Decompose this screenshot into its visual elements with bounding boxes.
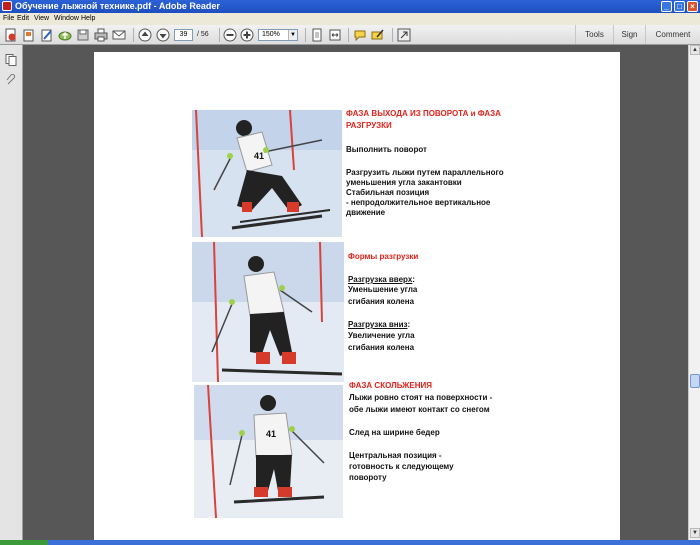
- gliding-phase-line: След на ширине бедер: [349, 428, 440, 437]
- fit-page-icon[interactable]: [310, 28, 324, 42]
- menu-window[interactable]: Window: [54, 15, 79, 22]
- bib-number: 41: [254, 151, 265, 161]
- exit-phase-line: - непродолжительное вертикальное: [346, 198, 491, 207]
- skier-photo-exit-phase: [192, 110, 342, 237]
- menu-bar: [0, 13, 700, 25]
- unweighting-forms-title: Формы разгрузки: [348, 252, 419, 261]
- taskbar-strip: [0, 540, 700, 545]
- unweighting-up-line: сгибания колена: [348, 297, 415, 306]
- comment-icon[interactable]: [353, 28, 367, 42]
- toolbar-divider: [133, 28, 134, 42]
- exit-phase-title-line1: ФАЗА ВЫХОДА ИЗ ПОВОРОТА и ФАЗА: [346, 109, 501, 118]
- skier-photo-unweighting: [192, 242, 344, 382]
- create-pdf-icon[interactable]: [4, 28, 18, 42]
- zoom-in-icon[interactable]: [240, 28, 254, 42]
- zoom-out-icon[interactable]: [223, 28, 237, 42]
- gliding-phase-title: ФАЗА СКОЛЬЖЕНИЯ: [349, 381, 433, 390]
- toolbar: [0, 25, 700, 45]
- navigation-pane: [0, 45, 23, 540]
- email-icon[interactable]: [112, 28, 126, 42]
- tools-button[interactable]: Tools: [575, 25, 613, 44]
- unweighting-down-heading: Разгрузка вниз:: [348, 320, 411, 329]
- toolbar-divider: [305, 28, 306, 42]
- exit-phase-line: движение: [346, 208, 386, 217]
- exit-phase-line: Выполнить поворот: [346, 145, 427, 154]
- scroll-up-button[interactable]: ▲: [690, 45, 700, 55]
- next-page-icon[interactable]: [156, 28, 170, 42]
- window-title: Обучение лыжной технике.pdf - Adobe Reader: [15, 1, 220, 11]
- title-bar: [0, 0, 700, 13]
- skier-photo-gliding: [194, 385, 343, 518]
- unweighting-up-heading: Разгрузка вверх:: [348, 275, 415, 284]
- gliding-phase-line: готовность к следующему: [349, 462, 454, 471]
- gliding-phase-line: обе лыжи имеют контакт со снегом: [349, 405, 490, 414]
- pdf-page: [94, 52, 620, 540]
- gliding-phase-line: Лыжи ровно стоят на поверхности -: [349, 393, 493, 402]
- menu-view[interactable]: View: [34, 15, 50, 22]
- exit-phase-line: Стабильная позиция: [346, 188, 430, 197]
- vertical-scrollbar[interactable]: [688, 45, 700, 540]
- scroll-down-button[interactable]: ▼: [690, 528, 700, 538]
- page-number-input[interactable]: 39: [174, 29, 193, 41]
- toolbar-divider: [219, 28, 220, 42]
- minimize-button[interactable]: _: [661, 1, 672, 12]
- fit-width-icon[interactable]: [328, 28, 342, 42]
- page-total: / 56: [197, 31, 209, 38]
- menu-help[interactable]: Help: [81, 15, 96, 22]
- document-view[interactable]: [23, 45, 688, 540]
- pages-icon[interactable]: [5, 53, 17, 65]
- highlight-icon[interactable]: [371, 28, 385, 42]
- attachment-icon[interactable]: [5, 73, 17, 85]
- exit-phase-line: уменьшения угла закантовки: [346, 178, 462, 187]
- menu-file[interactable]: File: [3, 15, 15, 22]
- unweighting-down-line: сгибания колена: [348, 343, 415, 352]
- print-icon[interactable]: [94, 28, 108, 42]
- exit-phase-title-line2: РАЗГРУЗКИ: [346, 121, 392, 130]
- gliding-phase-line: Центральная позиция -: [349, 451, 442, 460]
- toolbar-divider: [392, 28, 393, 42]
- maximize-button[interactable]: □: [674, 1, 685, 12]
- adobe-reader-icon: [2, 1, 12, 11]
- expand-icon[interactable]: [397, 28, 411, 42]
- save-icon[interactable]: [76, 28, 90, 42]
- edit-icon[interactable]: [40, 28, 54, 42]
- start-button[interactable]: [0, 540, 48, 545]
- zoom-value: 150%: [262, 31, 280, 38]
- bib-number: 41: [266, 429, 277, 439]
- sign-button[interactable]: Sign: [613, 25, 645, 44]
- cloud-upload-icon[interactable]: [58, 28, 72, 42]
- close-button[interactable]: ×: [687, 1, 698, 12]
- comment-button[interactable]: Comment: [645, 25, 700, 44]
- zoom-select[interactable]: [258, 29, 298, 41]
- scroll-thumb[interactable]: [690, 374, 700, 388]
- menu-edit[interactable]: Edit: [17, 15, 30, 22]
- chevron-down-icon[interactable]: ▼: [288, 30, 297, 40]
- open-file-icon[interactable]: [22, 28, 36, 42]
- unweighting-up-line: Уменьшение угла: [348, 285, 418, 294]
- unweighting-down-line: Увеличение угла: [348, 331, 415, 340]
- toolbar-divider: [348, 28, 349, 42]
- gliding-phase-line: повороту: [349, 473, 387, 482]
- exit-phase-line: Разгрузить лыжи путем параллельного: [346, 168, 504, 177]
- previous-page-icon[interactable]: [138, 28, 152, 42]
